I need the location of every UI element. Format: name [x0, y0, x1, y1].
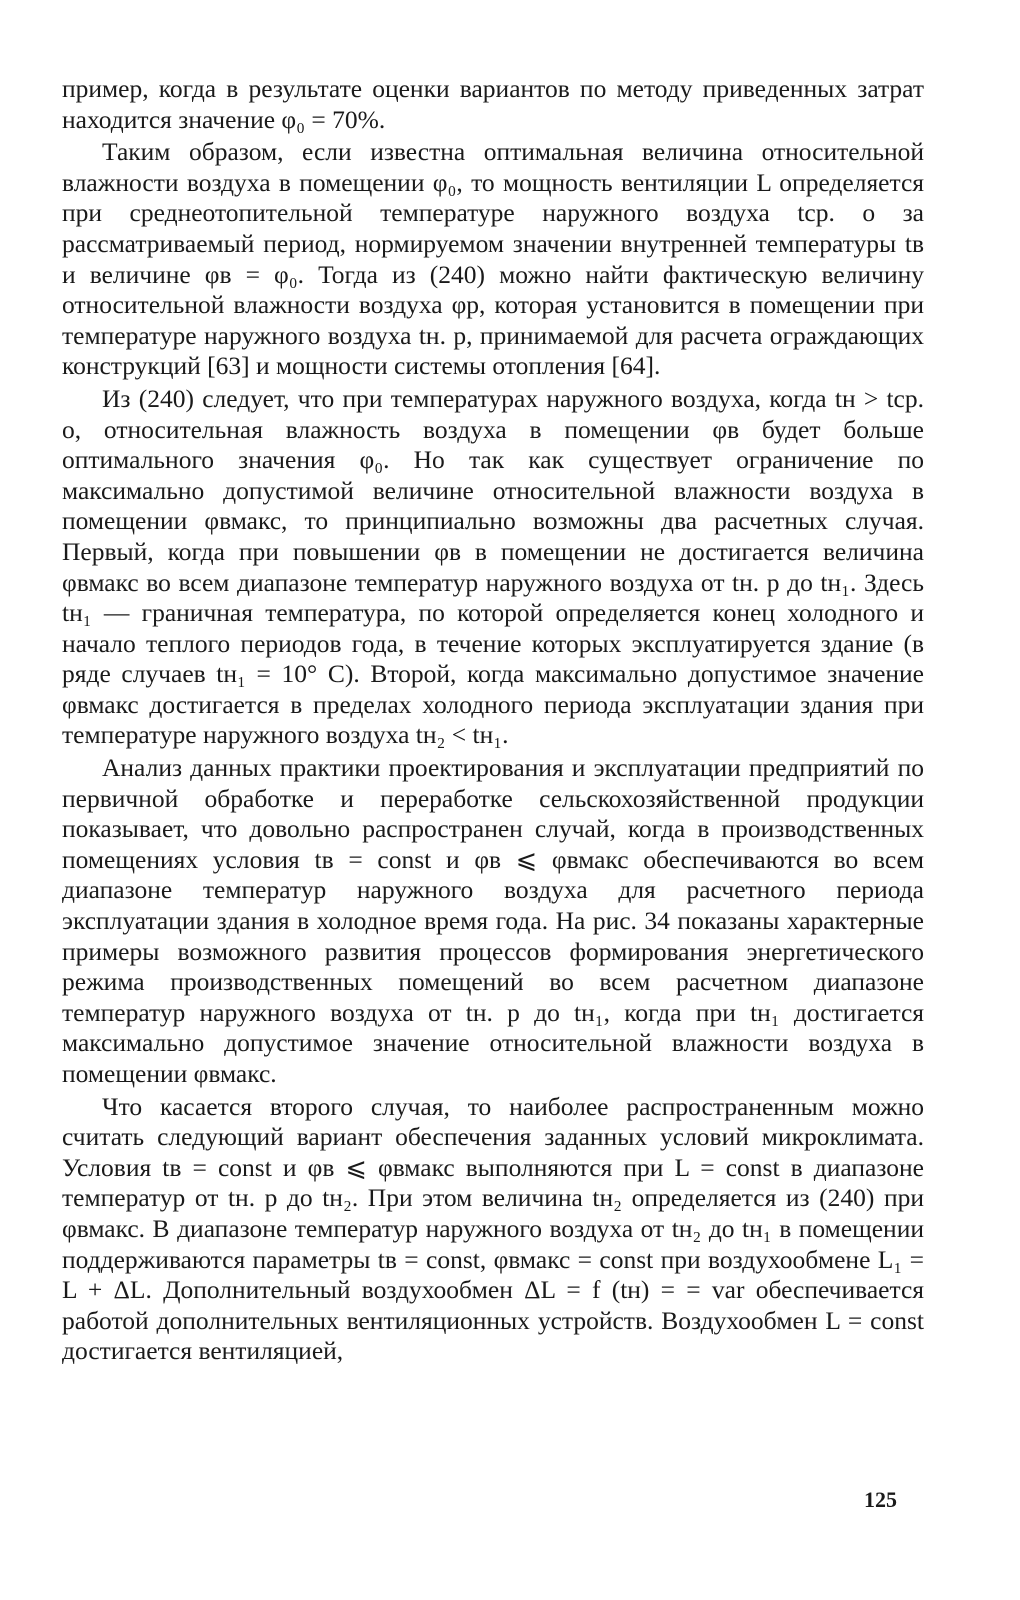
paragraph-second-case: Что касается второго случая, то наиболее распространенным можно считать следующий вариант обеспечения заданных условий микроклимата. Условия tв = const и φв ⩽ φвмакс выполняются при L = const в диапазоне температур от tн. р до tн₂. При этом величина tн₂ определяется из (240) при φвмакс. В диапазоне температур наружного воздуха от tн₂ до tн₁ в помещении поддерживаются параметры tв = const, φвмакс = const при воздухообмене L₁ = L + ΔL. Дополнительный воздухообмен ΔL = f (tн) = = var обеспечивается работой дополнительных вентиляционных устройств. Воздухообмен L = const достигается вентиляцией,	[62, 1091, 924, 1366]
page-number: 125	[864, 1487, 897, 1512]
paragraph-design-practice: Анализ данных практики проектирования и эксплуатации предприятий по первичной обработке и переработке сельскохозяйственной продукции показывает, что довольно распространен случай, когда в производственных помещениях условия tв = const и φв ⩽ φвмакс обеспечиваются во всем диапазоне температур наружного воздуха для расчетного периода эксплуатации здания в холодное время года. На рис. 34 показаны характерные примеры возможного развития процессов формирования энергетического режима производственных помещений во всем расчетном диапазоне температур наружного воздуха от tн. р до tн₁, когда при tн₁ достигается максимально допустимое значение относительной влажности воздуха в помещении φвмакс.	[62, 753, 924, 1088]
paragraph-optimal-humidity: Таким образом, если известна оптимальная величина относительной влажности воздуха в помещении φ₀, то мощность вентиляции L определяется при среднеотопительной температуре наружного воздуха tср. о за рассматриваемый период, нормируемом значении внутренней температуры tв и величине φв = φ₀. Тогда из (240) можно найти фактическую величину относительной влажности воздуха φр, которая установится в помещении при температуре наружного воздуха tн. р, принимаемой для расчета ограждающих конструкций [63] и мощности системы отопления [64].	[62, 137, 924, 381]
paragraph-calculation-cases: Из (240) следует, что при температурах наружного воздуха, когда tн > tср. о, относительная влажность воздуха в помещении φв будет больше оптимального значения φ₀. Но так как существует ограничение по максимально допустимой величине относительной влажности воздуха в помещении φвмакс, то принципиально возможны два расчетных случая. Первый, когда при повышении φв в помещении не достигается величина φвмакс во всем диапазоне температур наружного воздуха от tн. р до tн₁. Здесь tн₁ — граничная температура, по которой определяется конец холодного и начало теплого периодов года, в течение которых эксплуатируется здание (в ряде случаев tн₁ = 10° С). Второй, когда максимально допустимое значение φвмакс достигается в пределах холодного периода эксплуатации здания при температуре наружного воздуха tн₂ < tн₁.	[62, 383, 924, 750]
paragraph-continuation: пример, когда в результате оценки вариантов по методу приведенных затрат находится значение φ₀ = 70%.	[62, 74, 924, 134]
